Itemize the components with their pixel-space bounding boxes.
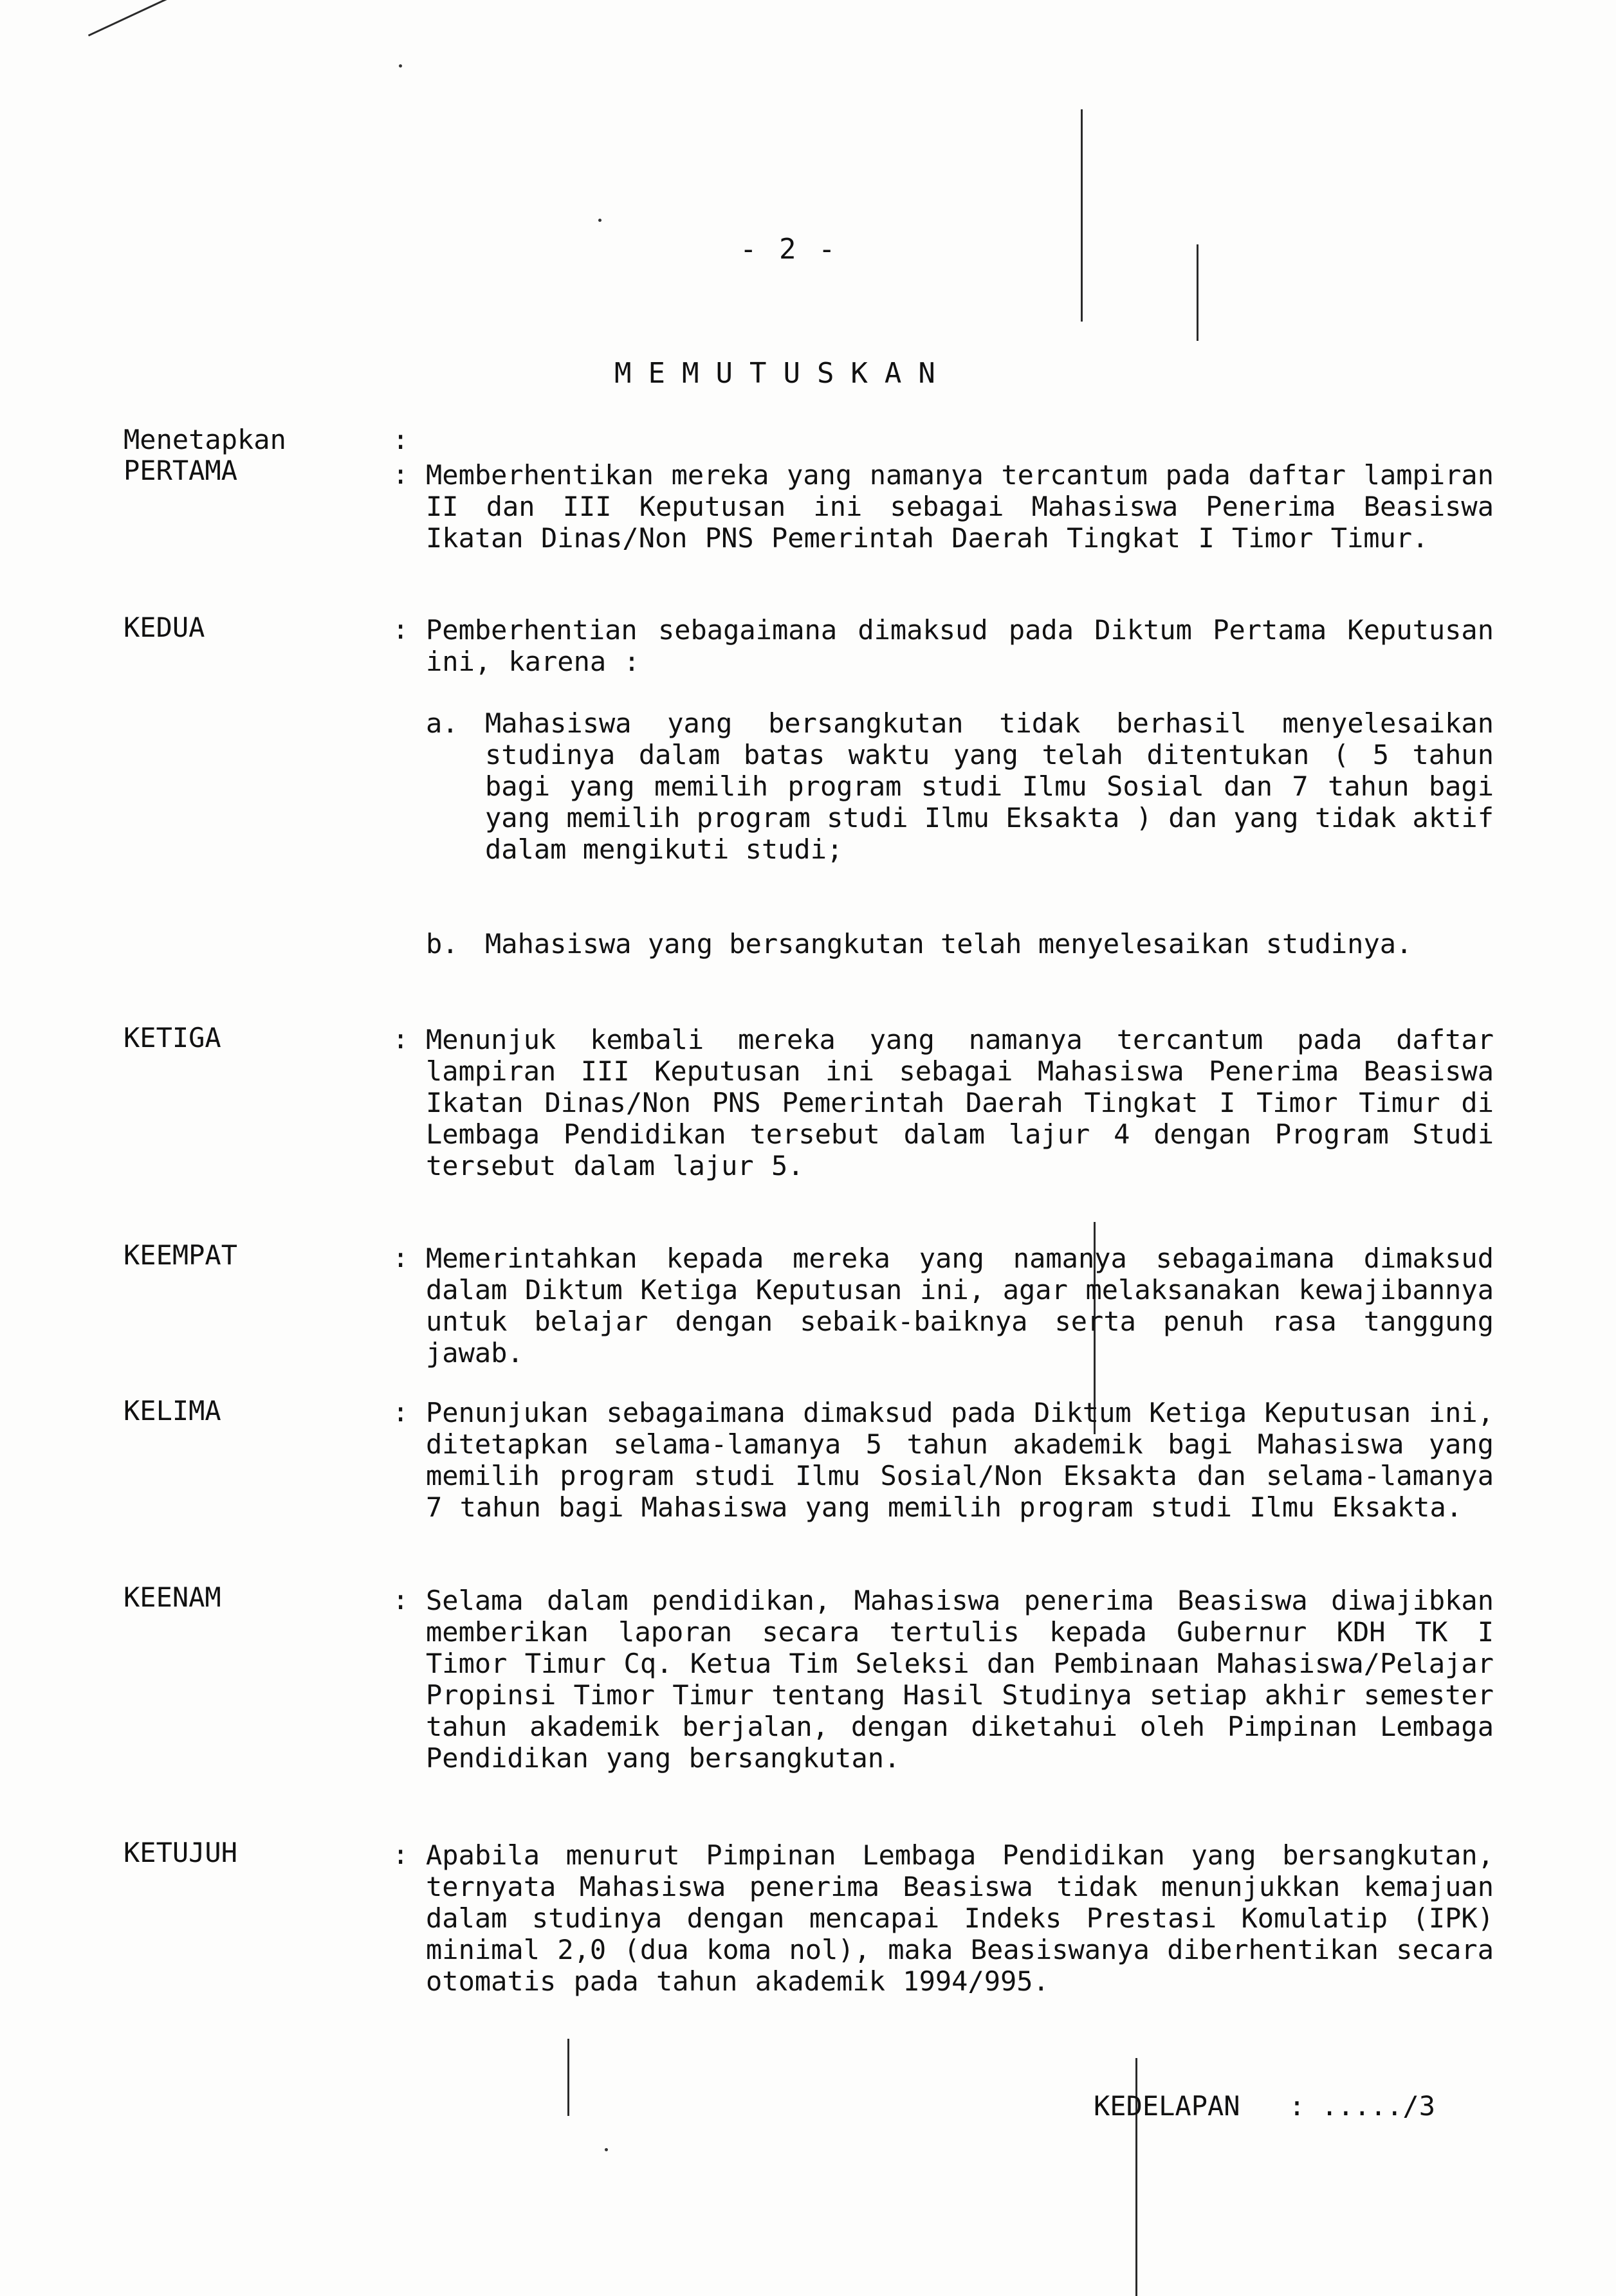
section-label-kelima: KELIMA xyxy=(124,1395,221,1426)
section-label-ketujuh: KETUJUH xyxy=(124,1837,238,1868)
list-item-letter: a. xyxy=(426,707,459,739)
scan-line xyxy=(567,2039,569,2116)
section-label-keempat: KEEMPAT xyxy=(124,1239,238,1271)
section-colon: : xyxy=(392,1396,409,1428)
scan-line xyxy=(1197,244,1198,341)
scan-speck xyxy=(598,219,601,222)
section-text-kelima: Penunjukan sebagaimana dimaksud pada Diktum Ketiga Keputusan ini, ditetapkan selama-lamanya 5 tahun akademik bagi Mahasiswa yang memilih program studi Ilmu Sosial/Non Eksakta dan selama-lamanya 7 tahun bagi Mahasiswa yang memilih program studi Ilmu Eksakta. xyxy=(426,1397,1494,1523)
section-text-keenam: Selama dalam pendidikan, Mahasiswa penerima Beasiswa diwajibkan memberikan laporan secara tertulis kepada Gubernur KDH TK I Timor Timur Cq. Ketua Tim Seleksi dan Pembinaan Mahasiswa/Pelajar Propinsi Timor Timur tentang Hasil Studinya setiap akhir semester tahun akademik berjalan, dengan diketahui oleh Pimpinan Lembaga Pendidikan yang bersangkutan. xyxy=(426,1585,1494,1774)
list-item xyxy=(426,928,1494,960)
section-colon: : xyxy=(392,1839,409,1870)
section-colon: : xyxy=(392,1023,409,1055)
list-item xyxy=(426,707,1494,865)
list-item-letter: b. xyxy=(426,928,459,960)
section-text-kedua: Pemberhentian sebagaimana dimaksud pada Diktum Pertama Keputusan ini, karena : xyxy=(426,614,1494,677)
list-item-text: Mahasiswa yang bersangkutan tidak berhasil menyelesaikan studinya dalam batas waktu yang telah ditentukan ( 5 tahun bagi yang memilih program studi Ilmu Sosial dan 7 tahun bagi yang memilih program studi Ilmu Eksakta ) dan yang tidak aktif dalam mengikuti studi; xyxy=(485,707,1494,865)
section-label-keenam: KEENAM xyxy=(124,1581,221,1613)
section-label-ketiga: KETIGA xyxy=(124,1022,221,1053)
scan-line xyxy=(1081,109,1083,322)
section-text-pertama: Memberhentikan mereka yang namanya tercantum pada daftar lampiran II dan III Keputusan ini sebagai Mahasiswa Penerima Beasiswa Ikatan Dinas/Non PNS Pemerintah Daerah Tingkat I Timor Timur. xyxy=(426,459,1494,554)
section-colon: : xyxy=(392,424,409,455)
section-colon: : xyxy=(392,1584,409,1616)
section-label-menetapkan: Menetapkan xyxy=(124,424,286,455)
section-colon: : xyxy=(392,1242,409,1273)
section-text-ketiga: Menunjuk kembali mereka yang namanya tercantum pada daftar lampiran III Keputusan ini sebagai Mahasiswa Penerima Beasiswa Ikatan Dinas/Non PNS Pemerintah Daerah Tingkat I Timor Timur di Lembaga Pendidikan tersebut dalam lajur 4 dengan Program Studi tersebut dalam lajur 5. xyxy=(426,1024,1494,1181)
page-heading: MEMUTUSKAN xyxy=(614,357,952,390)
scan-mark xyxy=(88,0,182,37)
section-text-keempat: Memerintahkan kepada mereka yang namanya sebagaimana dimaksud dalam Diktum Ketiga Keputusan ini, agar melaksanakan kewajibannya untuk belajar dengan sebaik-baiknya serta penuh rasa tanggung jawab. xyxy=(426,1243,1494,1369)
section-label-kedua: KEDUA xyxy=(124,612,205,643)
page-number: - 2 - xyxy=(740,233,838,266)
section-text-ketujuh: Apabila menurut Pimpinan Lembaga Pendidikan yang bersangkutan, ternyata Mahasiswa penerima Beasiswa tidak menunjukkan kemajuan dalam studinya dengan mencapai Indeks Prestasi Komulatip (IPK) minimal 2,0 (dua koma nol), maka Beasiswanya diberhentikan secara otomatis pada tahun akademik 1994/995. xyxy=(426,1839,1494,1997)
scan-speck xyxy=(605,2148,608,2151)
scan-speck xyxy=(399,64,402,68)
section-colon: : xyxy=(392,614,409,645)
section-label-pertama: PERTAMA xyxy=(124,455,238,486)
page-footer-continuation: KEDELAPAN : ...../3 xyxy=(1094,2090,1436,2122)
section-colon: : xyxy=(392,459,409,490)
list-item-text: Mahasiswa yang bersangkutan telah menyelesaikan studinya. xyxy=(485,928,1413,960)
